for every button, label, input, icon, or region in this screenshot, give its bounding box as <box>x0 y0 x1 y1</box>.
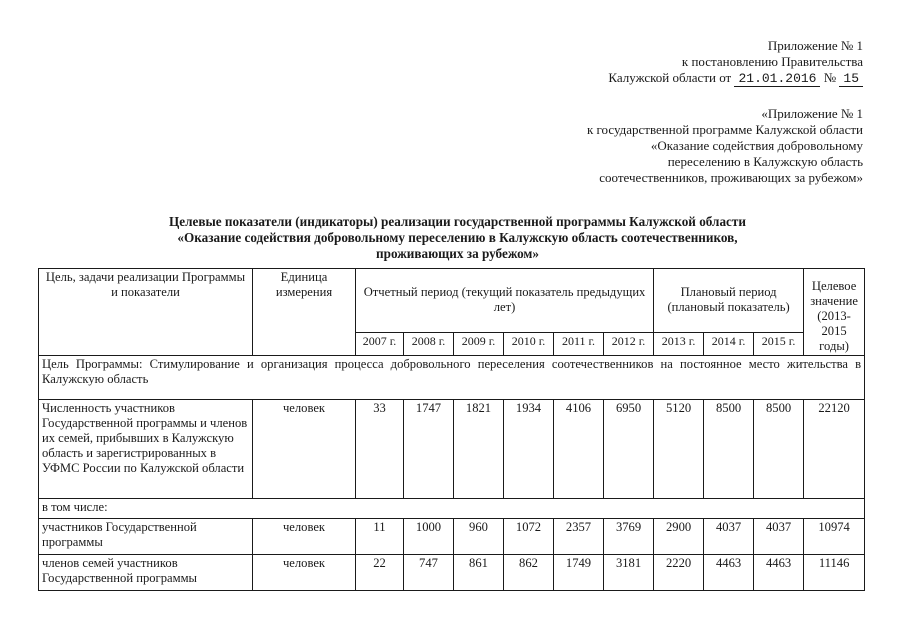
cell-value: 960 <box>454 519 504 555</box>
year-header: 2013 г. <box>654 332 704 355</box>
cell-value: 1821 <box>454 400 504 499</box>
cell-value: 1000 <box>404 519 454 555</box>
cell-value: 2900 <box>654 519 704 555</box>
cell-value: 11 <box>356 519 404 555</box>
year-header: 2007 г. <box>356 332 404 355</box>
cell-value: 4463 <box>754 555 804 591</box>
appendix-date-prefix: Калужской области от <box>608 70 732 85</box>
cell-target: 11146 <box>804 555 865 591</box>
cell-target: 10974 <box>804 519 865 555</box>
cell-value: 4463 <box>704 555 754 591</box>
appendix-number: 15 <box>839 71 863 87</box>
cell-value: 1747 <box>404 400 454 499</box>
appendix-number-prefix: № <box>823 70 837 85</box>
year-header: 2015 г. <box>754 332 804 355</box>
document-title <box>0 214 905 262</box>
header-planned-period: Плановый период (плановый показатель) <box>654 269 804 333</box>
row-unit: человек <box>253 555 356 591</box>
cell-value: 2220 <box>654 555 704 591</box>
program-appendix-line: соотечественников, проживающих за рубежом» <box>599 170 863 185</box>
program-appendix-header <box>587 106 863 186</box>
indicators-table <box>38 268 865 591</box>
year-header: 2008 г. <box>404 332 454 355</box>
program-appendix-line: к государственной программе Калужской области <box>586 122 863 137</box>
title-line: Целевые показатели (индикаторы) реализации государственной программы Калужской области <box>169 214 746 229</box>
cell-value: 5120 <box>654 400 704 499</box>
cell-value: 1749 <box>554 555 604 591</box>
year-header: 2009 г. <box>454 332 504 355</box>
cell-value: 8500 <box>704 400 754 499</box>
row-unit: человек <box>253 400 356 499</box>
year-header: 2011 г. <box>554 332 604 355</box>
appendix-line-1: Приложение № 1 <box>767 38 863 53</box>
table-row <box>39 555 865 591</box>
cell-value: 22 <box>356 555 404 591</box>
year-header: 2014 г. <box>704 332 754 355</box>
cell-value: 6950 <box>604 400 654 499</box>
cell-value: 1934 <box>504 400 554 499</box>
cell-value: 4037 <box>754 519 804 555</box>
program-appendix-line: «Приложение № 1 <box>761 106 863 121</box>
header-unit-col: Единица измерения <box>253 269 356 356</box>
row-label: членов семей участников Государственной программы <box>39 555 253 591</box>
title-line: проживающих за рубежом» <box>376 246 539 261</box>
cell-value: 8500 <box>754 400 804 499</box>
header-target-value: Целевое значение (2013-2015 годы) <box>804 269 865 356</box>
cell-value: 3181 <box>604 555 654 591</box>
cell-value: 747 <box>404 555 454 591</box>
appendix-line-2: к постановлению Правительства <box>681 54 863 69</box>
row-label: участников Государственной программы <box>39 519 253 555</box>
row-label: Численность участников Государственной программы и членов их семей, прибывших в Калужскую область и зарегистрированных в УФМС России по Калужской области <box>39 400 253 499</box>
table-row <box>39 519 865 555</box>
subheader-row: в том числе: <box>39 499 865 519</box>
header-goal-col: Цель, задачи реализации Программы и показатели <box>39 269 253 356</box>
program-appendix-line: «Оказание содействия добровольному <box>650 138 863 153</box>
year-header: 2012 г. <box>604 332 654 355</box>
program-appendix-line: переселению в Калужскую область <box>667 154 863 169</box>
cell-value: 1072 <box>504 519 554 555</box>
row-unit: человек <box>253 519 356 555</box>
cell-value: 4106 <box>554 400 604 499</box>
cell-value: 33 <box>356 400 404 499</box>
cell-value: 2357 <box>554 519 604 555</box>
appendix-header <box>608 38 863 87</box>
header-reporting-period: Отчетный период (текущий показатель предыдущих лет) <box>356 269 654 333</box>
table-row <box>39 400 865 499</box>
cell-value: 4037 <box>704 519 754 555</box>
title-line: «Оказание содействия добровольному переселению в Калужскую область соотечественников, <box>177 230 738 245</box>
cell-value: 861 <box>454 555 504 591</box>
year-header: 2010 г. <box>504 332 554 355</box>
cell-value: 3769 <box>604 519 654 555</box>
program-goal-row: Цель Программы: Стимулирование и организация процесса добровольного переселения соотечественников на постоянное место жительства в Калужскую область <box>39 356 865 400</box>
cell-target: 22120 <box>804 400 865 499</box>
cell-value: 862 <box>504 555 554 591</box>
appendix-line-3 <box>608 70 863 87</box>
appendix-date: 21.01.2016 <box>734 71 820 87</box>
